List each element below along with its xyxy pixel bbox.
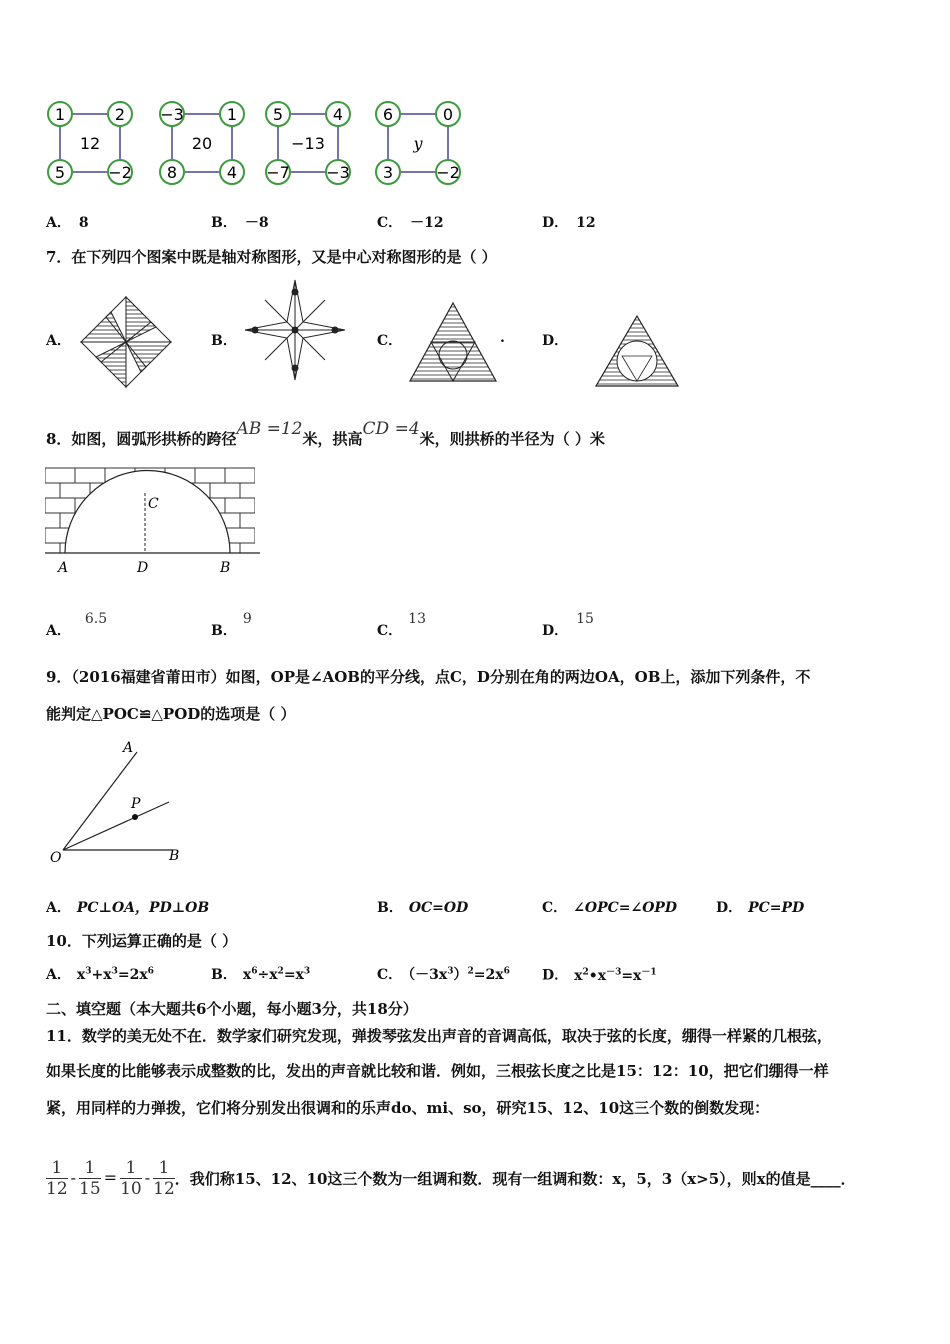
q10-question: 10．下列运算正确的是（ ） — [46, 932, 238, 950]
q8-question: 8．如图，圆弧形拱桥的跨径AB =12米，拱高CD =4米，则拱桥的半径为（ ）米 — [46, 419, 605, 448]
q10-option-b: B． $x^6\div x^2=x^3$ — [211, 966, 311, 983]
q8-arch-bridge-figure — [45, 468, 265, 578]
q6-corner-number: −2 — [108, 163, 132, 182]
q6-center-value: 20 — [191, 134, 213, 153]
q6-corner-number: 4 — [226, 163, 238, 182]
q7-dot: . — [500, 330, 505, 346]
q9-point-p: P — [131, 796, 141, 812]
q9-point-a: A — [123, 740, 134, 756]
q8-option-c: C．13 — [377, 611, 426, 639]
q8-option-b: B．9 — [211, 611, 252, 639]
q7-question: 7．在下列四个图案中既是轴对称图形，又是中心对称图形的是（ ） — [46, 248, 497, 266]
q9-point-o: O — [50, 850, 62, 866]
q7-label-a: A． — [46, 333, 71, 349]
q9-question-line1: 9．（2016福建省莆田市）如图，OP是∠AOB的平分线，点C，D分别在角的两边OA，OB上，添加下列条件，不 — [46, 668, 811, 686]
q6-squares-figure — [40, 96, 510, 196]
q6-corner-number: −3 — [160, 105, 184, 124]
fraction-1-12: $\frac{1}{12}$ — [46, 1158, 68, 1199]
q6-corner-number: 2 — [114, 105, 126, 124]
fraction-1-12b: $\frac{1}{12}$ — [153, 1158, 175, 1199]
q8-option-a: A．6.5 — [46, 611, 108, 639]
fraction-1-15: $\frac{1}{15}$ — [79, 1158, 101, 1199]
q11-line2: 如果长度的比能够表示成整数的比，发出的声音就比较和谐．例如，三根弦长度之比是15：12：10，把它们绷得一样 — [46, 1062, 829, 1080]
q8-point-c: C — [148, 496, 159, 512]
q9-point-b: B — [169, 848, 180, 864]
q9-option-d: D． PC=PD — [716, 900, 805, 916]
section-2-heading: 二、填空题（本大题共6个小题，每小题3分，共18分） — [46, 1000, 418, 1018]
q6-corner-number: 0 — [442, 105, 454, 124]
q6-square-1 — [48, 102, 132, 184]
q7-pinwheel-figure — [76, 292, 176, 392]
q9-option-b: B． OC=OD — [377, 900, 469, 916]
q6-option-d: D． 12 — [542, 215, 596, 231]
q11-line1: 11．数学的美无处不在．数学家们研究发现，弹拨琴弦发出声音的音调高低，取决于弦的长度，绷得一样紧的几根弦， — [46, 1027, 832, 1045]
q6-corner-number: −2 — [436, 163, 460, 182]
q8-point-a: A — [58, 560, 69, 576]
q9-option-c: C． ∠OPC=∠OPD — [542, 900, 678, 916]
q9-angle-figure — [45, 738, 195, 868]
q9-option-a: A． PC⊥OA，PD⊥OB — [46, 900, 210, 916]
q10-option-d: D． $x^2•x^{-3}=x^{-1}$ — [542, 967, 657, 984]
q6-center-value: y — [413, 134, 423, 153]
q11-line3: 紧，用同样的力弹拨，它们将分别发出很调和的乐声do、mi、so，研究15、12、10这三个数的倒数发现： — [46, 1099, 770, 1117]
q6-corner-number: 1 — [54, 105, 66, 124]
q6-corner-number: 5 — [272, 105, 284, 124]
q10-option-a: A． $x^3+x^3=2x^6$ — [46, 966, 154, 983]
q6-square-2 — [160, 102, 244, 184]
q6-corner-number: −7 — [266, 163, 290, 182]
q8-option-d: D．15 — [542, 611, 594, 639]
q6-square-4 — [376, 102, 460, 184]
q6-corner-number: −3 — [326, 163, 350, 182]
q6-option-c: C． －12 — [377, 215, 444, 231]
q6-corner-number: 8 — [166, 163, 178, 182]
q7-label-c: C． — [377, 333, 403, 349]
q8-point-b: B — [220, 560, 231, 576]
q7-triangle-circle-figure — [592, 316, 682, 388]
q7-label-b: B． — [211, 333, 237, 349]
q6-center-value: 12 — [79, 134, 101, 153]
q6-option-a: A． 8 — [46, 215, 89, 231]
q8-point-d: D — [137, 560, 149, 576]
q6-corner-number: 1 — [226, 105, 238, 124]
q6-corner-number: 6 — [382, 105, 394, 124]
fraction-1-10: $\frac{1}{10}$ — [120, 1158, 142, 1199]
q6-corner-number: 4 — [332, 105, 344, 124]
q7-label-d: D． — [542, 333, 569, 349]
q6-center-value: −13 — [291, 134, 325, 153]
q6-square-3 — [266, 102, 350, 184]
q11-formula-line: $\frac{1}{12}$ - $\frac{1}{15}$ = $\frac{1}{10}$ - $\frac{1}{12}$ ．我们称15、12、10这三个数为一组调和数．现有一组调和数：x，5，3（x>5），则x的值是____． — [46, 1158, 856, 1199]
q6-option-b: B． －8 — [211, 215, 269, 231]
q9-question-line2: 能判定△POC≌△POD的选项是（ ） — [46, 705, 296, 723]
q10-option-c: C． $(-3x^3)^2=2x^6$ — [377, 966, 510, 983]
q7-hatched-triangle-figure — [408, 303, 498, 383]
q6-corner-number: 3 — [382, 163, 394, 182]
q6-corner-number: 5 — [54, 163, 66, 182]
q7-compass-star-figure — [240, 280, 350, 380]
